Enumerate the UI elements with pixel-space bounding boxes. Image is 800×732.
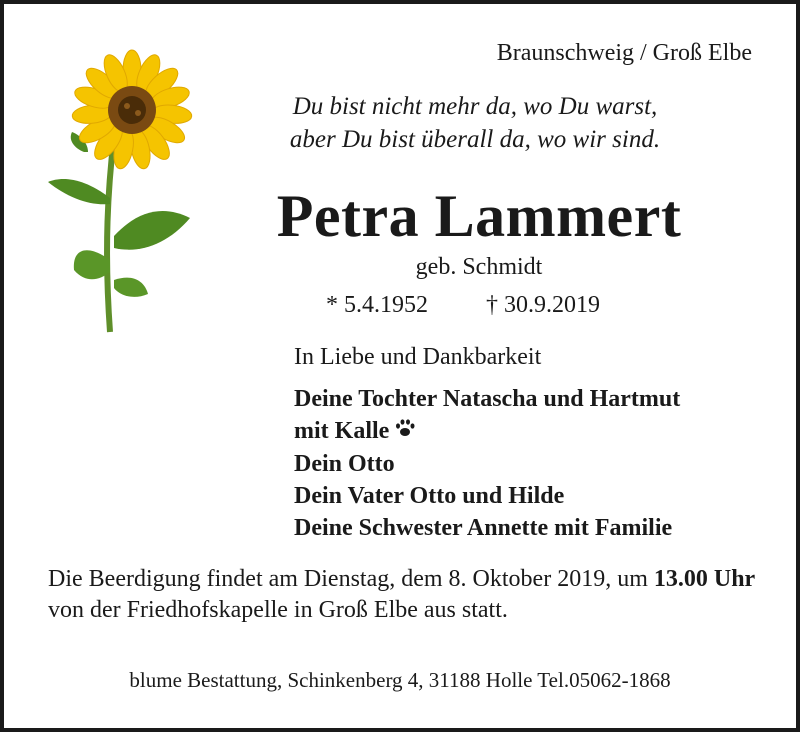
- funeral-text-before: Die Beerdigung findet am Dienstag, dem 8. Oktober 2019, um: [48, 566, 648, 592]
- mourner-line-with-pet: [294, 415, 680, 448]
- mourners-intro: In Liebe und Dankbarkeit: [294, 344, 542, 370]
- mourner-line: Dein Otto: [294, 451, 395, 478]
- location-header: Braunschweig / Groß Elbe: [496, 40, 752, 66]
- death-date: † 30.9.2019: [486, 292, 600, 318]
- mourner-line: Deine Schwester Annette mit Familie: [294, 515, 673, 542]
- mourners-list: [294, 383, 680, 544]
- mourner-line: Deine Tochter Natascha und Hartmut: [294, 386, 681, 412]
- mourner-line: mit Kalle: [294, 418, 390, 444]
- memorial-quote: [240, 90, 710, 156]
- quote-line-2: aber Du bist überall da, wo wir sind.: [289, 126, 661, 153]
- birth-name: geb. Schmidt: [415, 254, 543, 280]
- birth-date: * 5.4.1952: [326, 292, 428, 318]
- deceased-name: Petra Lammert: [276, 183, 682, 249]
- quote-line-1: Du bist nicht mehr da, wo Du warst,: [292, 93, 658, 120]
- funeral-time: 13.00 Uhr: [653, 566, 756, 592]
- funeral-text-after: von der Friedhofskapelle in Groß Elbe aus statt.: [48, 597, 508, 623]
- funeral-announcement: [48, 564, 768, 626]
- paw-print-icon: [393, 416, 417, 448]
- mourner-line: Dein Vater Otto und Hilde: [294, 483, 565, 510]
- undertaker-info: blume Bestattung, Schinkenberg 4, 31188 Holle Tel.05062-1868: [129, 668, 671, 692]
- sunflower-illustration: [44, 48, 194, 333]
